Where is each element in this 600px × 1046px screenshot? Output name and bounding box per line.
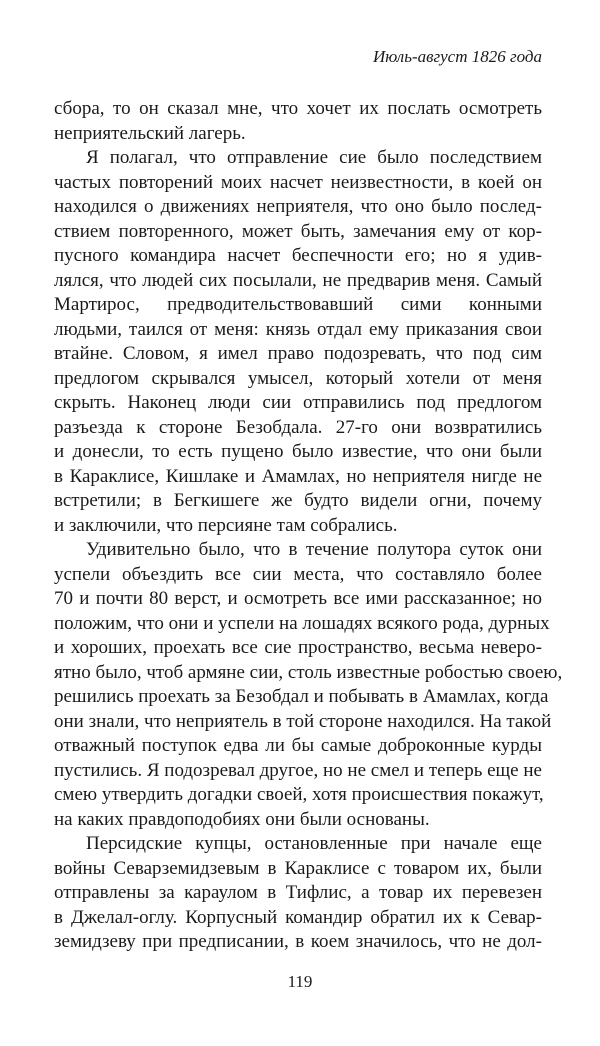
text-line: и хороших, проехать все сие пространство, весьма неверо- — [54, 637, 542, 658]
text-line: земидзеву при предписании, в коем значилось, что не дол- — [54, 931, 542, 952]
text-line: Удивительно было, что в течение полутора суток они — [86, 539, 542, 560]
text-line: и донесли, то есть пущено было известие, что они были — [54, 441, 542, 462]
text-line: они знали, что неприятель в той стороне находился. На такой — [54, 710, 552, 732]
text-line: людьми, таился от меня: князь отдал ему приказания свои — [54, 318, 542, 340]
text-line: пусного командира насчет беспечности его; но я удив- — [54, 245, 542, 266]
page-number: 119 — [287, 972, 313, 991]
text-line: встретили; в Бегкишеге же будто видели огни, почему — [54, 490, 542, 511]
text-line: разъезда к стороне Безобдала. 27-го они возвратились — [54, 416, 542, 438]
text-line: лялся, что людей сих посылали, не предварив меня. Самый — [54, 269, 542, 291]
text-line: ствием повторенного, может быть, замечания ему от кор- — [54, 220, 542, 242]
text-line: находился о движениях неприятеля, что оно было послед- — [54, 196, 542, 217]
text-line: в Джелал-оглу. Корпусный командир обратил их к Севар- — [54, 906, 542, 928]
text-line: Мартирос, предводительствовавший сими конными — [54, 294, 542, 315]
text-line: войны Севарземидзевым в Караклисе с товаром их, были — [54, 857, 542, 879]
body-text — [54, 97, 563, 955]
paragraph — [54, 97, 542, 146]
text-line: Персидские купцы, остановленные при начале еще — [86, 833, 542, 854]
text-line: частых повторений моих насчет неизвестности, в коей он — [54, 171, 542, 193]
text-line: решились проехать за Безобдал и побывать в Амамлах, когда — [54, 686, 549, 707]
text-line: на каких правдоподобиях они были основаны. — [54, 808, 430, 830]
text-line: Я полагал, что отправление сие было последствием — [86, 147, 542, 168]
text-line: отважный поступок едва ли бы самые доброконные курды — [54, 735, 542, 756]
running-header: Июль-август 1826 года — [372, 47, 542, 66]
text-line: сбора, то он сказал мне, что хочет их послать осмотреть — [54, 98, 542, 119]
text-line: неприятельский лагерь. — [54, 122, 246, 144]
text-line: втайне. Словом, я имел право подозревать, что под сим — [54, 343, 542, 364]
text-line: 70 и почти 80 верст, и осмотреть все ими рассказанное; но — [54, 588, 542, 609]
text-line: в Караклисе, Кишлаке и Амамлах, но неприятеля нигде не — [54, 465, 542, 487]
text-line: смею утвердить догадки своей, хотя происшествия покажут, — [54, 784, 544, 805]
text-line: положим, что они и успели на лошадях всякого рода, дурных — [54, 612, 550, 634]
paragraph — [54, 146, 542, 538]
text-line: скрыть. Наконец люди сии отправились под предлогом — [54, 392, 542, 413]
text-line: предлогом скрывался умысел, который хотели от меня — [54, 367, 542, 389]
paragraph — [54, 538, 563, 832]
text-line: ятно было, чтоб армяне сии, столь известные робостью своею, — [54, 661, 563, 683]
text-line: и заключили, что персияне там собрались. — [54, 514, 398, 536]
text-line: пустились. Я подозревал другое, но не смел и теперь еще не — [54, 759, 542, 781]
text-line: отправлены за караулом в Тифлис, а товар их перевезен — [54, 882, 542, 903]
text-line: успели объездить все сии места, что составляло более — [54, 563, 542, 585]
paragraph — [54, 832, 542, 955]
